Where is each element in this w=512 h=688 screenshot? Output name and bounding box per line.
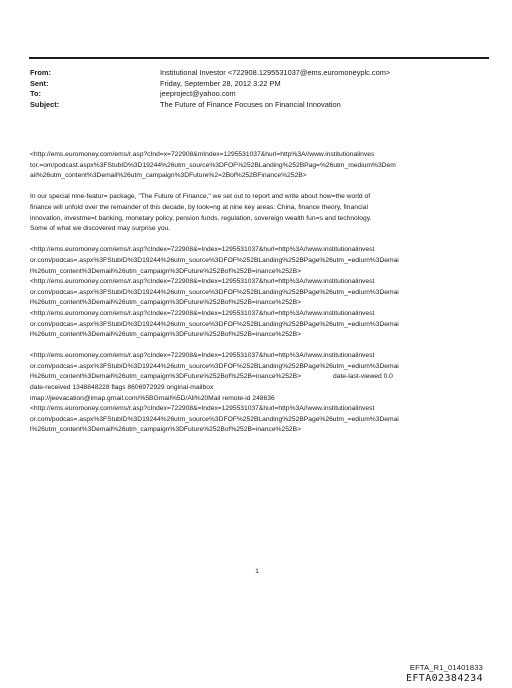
link-line: l%26utm_content%3Demail%26utm_campaign%3DFuture%252Bof%252B=inance%252B> <box>30 299 302 307</box>
link-line: or.com/podcas=.aspx%3FStubID%3D19244%26utm_source%3DFOF%252BLanding%252BPage%26utm_=edium%3Demai <box>30 288 399 296</box>
bates-stamp-small: EFTA_R1_01401833 <box>409 663 483 672</box>
header-rule <box>29 57 489 59</box>
header-subject-row <box>30 100 490 111</box>
link-line: or.com/podcas=.aspx%3FStubID%3D19244%26utm_source%3DFOF%252BLanding%252BPage%26utm_=edium%3Demai <box>30 320 399 328</box>
meta-line: date-received 1348848228 flags 8606972929 original-mailbox <box>30 384 214 392</box>
intro-paragraph <box>30 192 486 234</box>
sent-label: Sent: <box>30 78 49 88</box>
page-number: 1 <box>255 568 259 575</box>
paragraph-line: In our special nine-featur= package, "The Future of Finance," we set out to report and write about how=the world of <box>30 193 371 201</box>
from-value: Institutional Investor <722908.1295531037@ems.euromoneyplc.com> <box>160 68 391 77</box>
link-block-group-2 <box>30 351 486 436</box>
header-sent-row <box>30 79 490 90</box>
link-line: tor.=om/podcast.aspx%3FStubID%3D19244%26utm_source%3DFOF%252BLanding%252BPag=%26utm_medium%3Dem <box>30 161 396 169</box>
link-line: <http://ems.euromoney.com/ems/r.asp?cIndex=722908&=Index=1295531037&hurl=http%3A//www.institutionalinvest <box>30 405 375 413</box>
link-line: l%26utm_content%3Demail%26utm_campaign%3DFuture%252Bof%252B=inance%252B> <box>30 267 302 275</box>
header-to-row <box>30 89 490 100</box>
link-line: or.com/podcas=.aspx%3FStubID%3D19244%26utm_source%3DFOF%252BLanding%252BPage%26utm_=edium%3Demai <box>30 256 399 264</box>
link-line: or.com/podcas=.aspx%3FStubID%3D19244%26utm_source%3DFOF%252BLanding%252BPage%26utm_=edium%3Demai <box>30 415 399 423</box>
link-line: <http://ems.euromoney.com/ems/r.asp?cIndex=722908&=Index=1295531037&hurl=http%3A//www.institutionalinvest <box>30 246 375 254</box>
paragraph-line: finance will unfold over the remainder of this decade, by look=ng at nine key areas: China, finance theory, financial <box>30 203 368 211</box>
link-line: <http://ems.euromoney.com/ems/r.asp?cIndex=722908&=Index=1295531037&hurl=http%3A//www.institutionalinvest <box>30 352 375 360</box>
bates-stamp-large: EFTA02384234 <box>405 673 483 684</box>
link-text: l%26utm_content%3Demail%26utm_campaign%3DFuture%252Bof%252B=inance%252B> <box>30 373 302 381</box>
to-value: jeeproject@yahoo.com <box>160 89 236 99</box>
email-header <box>30 68 490 110</box>
link-line: ail%26utm_content%3Demail%26utm_campaign%3DFuture%2=2Bof%252BFinance%252B> <box>30 172 307 180</box>
subject-value: The Future of Finance Focuses on Financial Innovation <box>160 99 341 109</box>
header-from-row <box>30 68 490 79</box>
link-line: <http://ems.euromoney.com/ems/r.asp?cIndex=722908&=Index=1295531037&hurl=http%3A//www.institutionalinvest <box>30 309 375 317</box>
link-line: l%26utm_content%3Demail%26utm_campaign%3DFuture%252Bof%252B=inance%252B> <box>30 426 302 434</box>
from-label: From: <box>30 68 51 77</box>
link-line: <http://ems.euromoney.com/ems/r.asp?cIndex=722908&=Index=1295531037&hurl=http%3A//www.institutionalinvest <box>30 278 375 286</box>
link-line: l%26utm_content%3Demail%26utm_campaign%3DFuture%252Bof%252B=inance%252B> <box>30 331 302 339</box>
link-line-with-meta <box>30 372 486 383</box>
sent-value: Friday, September 28, 2012 3:22 PM <box>160 78 281 88</box>
link-block-intro <box>30 150 486 182</box>
paragraph-line: Some of what we discovered may surprise you. <box>30 225 171 233</box>
paragraph-line: innovation, investme=t banking, monetary policy, pension funds, regulation, sovereign wealth fun=s and technology. <box>30 214 372 222</box>
meta-line: imap://jeevacation@imap.gmail.com/%5BGmail%5D/All%20Mail remote-id 248636 <box>30 394 275 402</box>
email-body <box>30 150 486 447</box>
to-label: To: <box>30 89 41 99</box>
link-line: or.com/podcas=.aspx%3FStubID%3D19244%26utm_source%3DFOF%252BLanding%252BPage%26utm_=edium%3Demai <box>30 362 399 370</box>
link-line: <http://ems.euromoney.com/ems/r.asp?cInd=x=722908&mIndex=1295531037&hurl=http%3A//www.institutionalinves <box>30 151 375 158</box>
subject-label: Subject: <box>30 99 60 109</box>
date-last-viewed-meta: date-last-viewed 0.0 <box>333 373 393 381</box>
link-block-group-1 <box>30 245 486 340</box>
